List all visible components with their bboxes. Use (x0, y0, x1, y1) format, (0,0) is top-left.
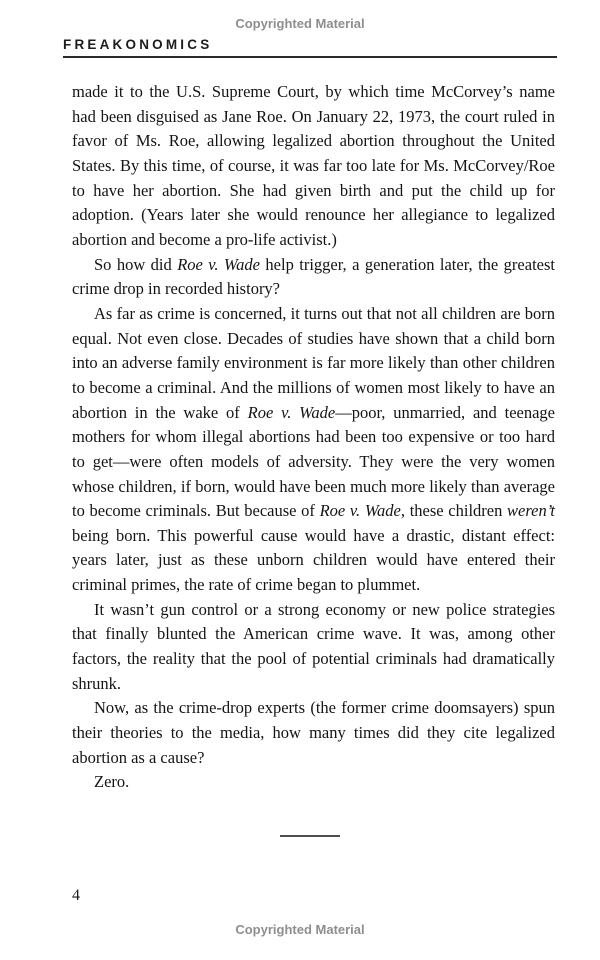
section-divider (280, 835, 340, 837)
copyright-notice-top: Copyrighted Material (235, 16, 365, 31)
paragraph: As far as crime is concerned, it turns out that not all children are born equal. Not even close. Decades of studies have shown that a child born into an adverse family environment is far more likely than other children to become a criminal. And the millions of women most likely to have an abortion in the wake of Roe v. Wade—poor, unmarried, and teenage mothers for whom illegal abortions had been too expensive or too hard to get—were often models of adversity. They were the very women whose children, if born, would have been much more likely than average to become criminals. But because of Roe v. Wade, these children weren’t being born. This powerful cause would have a drastic, distant effect: years later, just as these unborn children would have entered their criminal primes, the rate of crime began to plummet. (72, 303, 556, 595)
paragraph: Zero. (94, 772, 130, 792)
paragraph: It wasn’t gun control or a strong economy or new police strategies that finally blunted the American crime wave. It was, among other factors, the reality that the pool of potential criminals had dramatically shrunk. (72, 599, 555, 693)
paragraph: Now, as the crime-drop experts (the former crime doomsayers) spun their theories to the media, how many times did they cite legalized abortion as a cause? (72, 698, 555, 767)
paragraph: made it to the U.S. Supreme Court, by which time McCorvey’s name had been disguised as Jane Roe. On January 22, 1973, the court ruled in favor of Ms. Roe, allowing legalized abortion throughout the United States. By this time, of course, it was far too late for Ms. McCorvey/Roe to have her abortion. She had given birth and put the child up for adoption. (Years later she would renounce her allegiance to legalized abortion and become a pro-life activist.) (72, 82, 555, 249)
running-header-title: FREAKONOMICS (63, 37, 213, 52)
paragraph: So how did Roe v. Wade help trigger, a generation later, the greatest crime drop in recorded history? (72, 254, 555, 299)
page-number: 4 (72, 887, 80, 904)
body-text (72, 80, 555, 795)
copyright-notice-bottom: Copyrighted Material (235, 922, 365, 937)
header-rule (63, 56, 557, 58)
